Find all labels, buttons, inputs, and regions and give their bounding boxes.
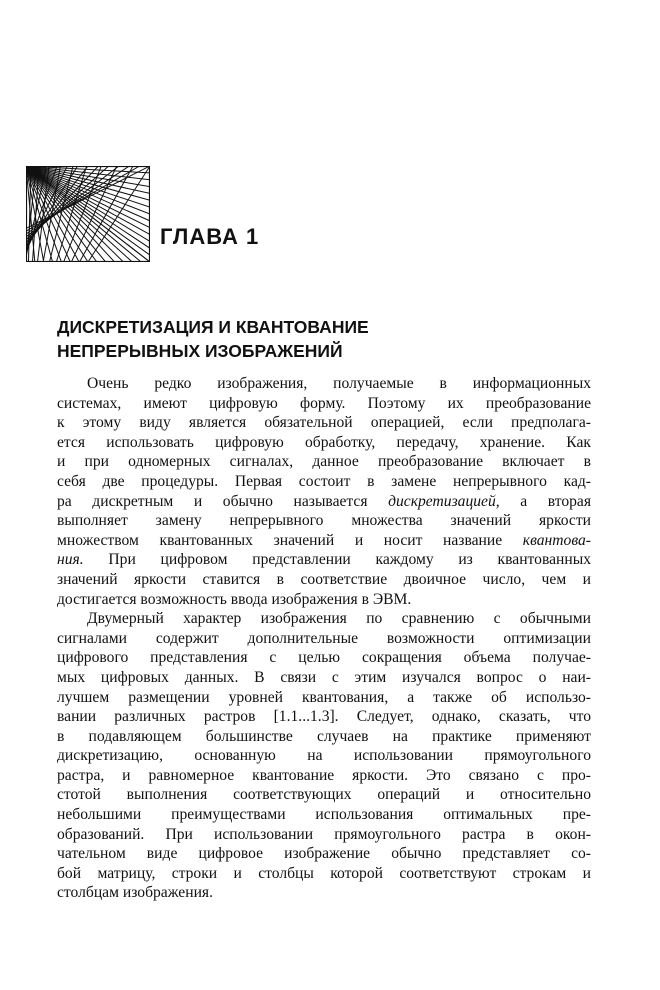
text-line: растра, и равномерное квантование яркости. Это связано с про-: [57, 766, 591, 784]
text-line: значений яркости ставится в соответствие двоичное число, чем и: [57, 570, 591, 588]
italic-term: дискретизацией,: [388, 492, 500, 510]
italic-term: ния.: [57, 551, 84, 569]
text-line: бой матрицу, строки и столбцы которой соответствуют строкам и: [57, 864, 591, 882]
section-title-line-1: ДИСКРЕТИЗАЦИЯ И КВАНТОВАНИЕ: [57, 317, 369, 337]
text-line: стотой выполнения соответствующих операций и относительно: [57, 786, 591, 804]
text-fragment: ра дискретным и обычно называется: [57, 492, 389, 510]
text-line: мых цифровых данных. В связи с этим изучался вопрос о наи-: [57, 668, 591, 686]
emblem-stroke: [88, 166, 150, 262]
body-text: [57, 374, 591, 903]
text-line: в подавляющем большинстве случаев на практике применяют: [57, 727, 591, 745]
text-line: выполняет замену непрерывного множества значений яркости: [57, 512, 591, 530]
text-line: [57, 550, 591, 570]
text-fragment: множеством квантованных значений и носит название: [57, 531, 523, 549]
text-line: вании различных растров [1.1...1.3]. Следует, однако, сказать, что: [57, 708, 591, 726]
text-line: лучшем размещении уровней квантования, а также об использо-: [57, 688, 591, 706]
text-line: столбцам изображения.: [57, 884, 213, 902]
text-line: и при одномерных сигналах, данное преобразование включает в: [57, 453, 591, 471]
text-line: к этому виду является обязательной операцией, если предполага-: [57, 414, 591, 432]
text-line: достигается возможность ввода изображения в ЭВМ.: [57, 590, 412, 608]
text-line: [57, 531, 591, 551]
text-line: себя две процедуры. Первая состоит в замене непрерывного кад-: [57, 472, 591, 490]
paragraph-2: [57, 609, 591, 903]
chapter-title: ГЛАВА 1: [160, 224, 260, 249]
text-line: Двумерный характер изображения по сравнению с обычными: [87, 610, 591, 628]
text-line: дискретизацию, основанную на использовании прямоугольного: [57, 747, 591, 765]
text-line: Очень редко изображения, получаемые в информационных: [87, 375, 591, 392]
text-line: сигналами содержит дополнительные возможности оптимизации: [57, 629, 591, 647]
paragraph-1: [57, 374, 591, 609]
text-fragment: а вторая: [499, 492, 592, 510]
text-line: образований. При использовании прямоугольного растра в окон-: [57, 825, 591, 843]
text-line: небольшими преимуществами использования оптимальных пре-: [57, 806, 591, 824]
text-line: чательном виде цифровое изображение обычно представляет со-: [57, 845, 591, 863]
perspective-grid-icon: [26, 166, 150, 262]
section-title-line-2: НЕПРЕРЫВНЫХ ИЗОБРАЖЕНИЙ: [57, 341, 343, 361]
text-line: ется использовать цифровую обработку, передачу, хранение. Как: [57, 433, 591, 451]
text-line: системах, имеют цифровую форму. Поэтому их преобразование: [57, 394, 591, 412]
italic-term: квантова-: [522, 531, 591, 549]
text-fragment: При цифровом представлении каждому из квантованных: [83, 551, 591, 569]
text-line: [57, 492, 591, 512]
section-title: [57, 315, 369, 363]
text-line: цифрового представления с целью сокращения объема получае-: [57, 649, 591, 667]
